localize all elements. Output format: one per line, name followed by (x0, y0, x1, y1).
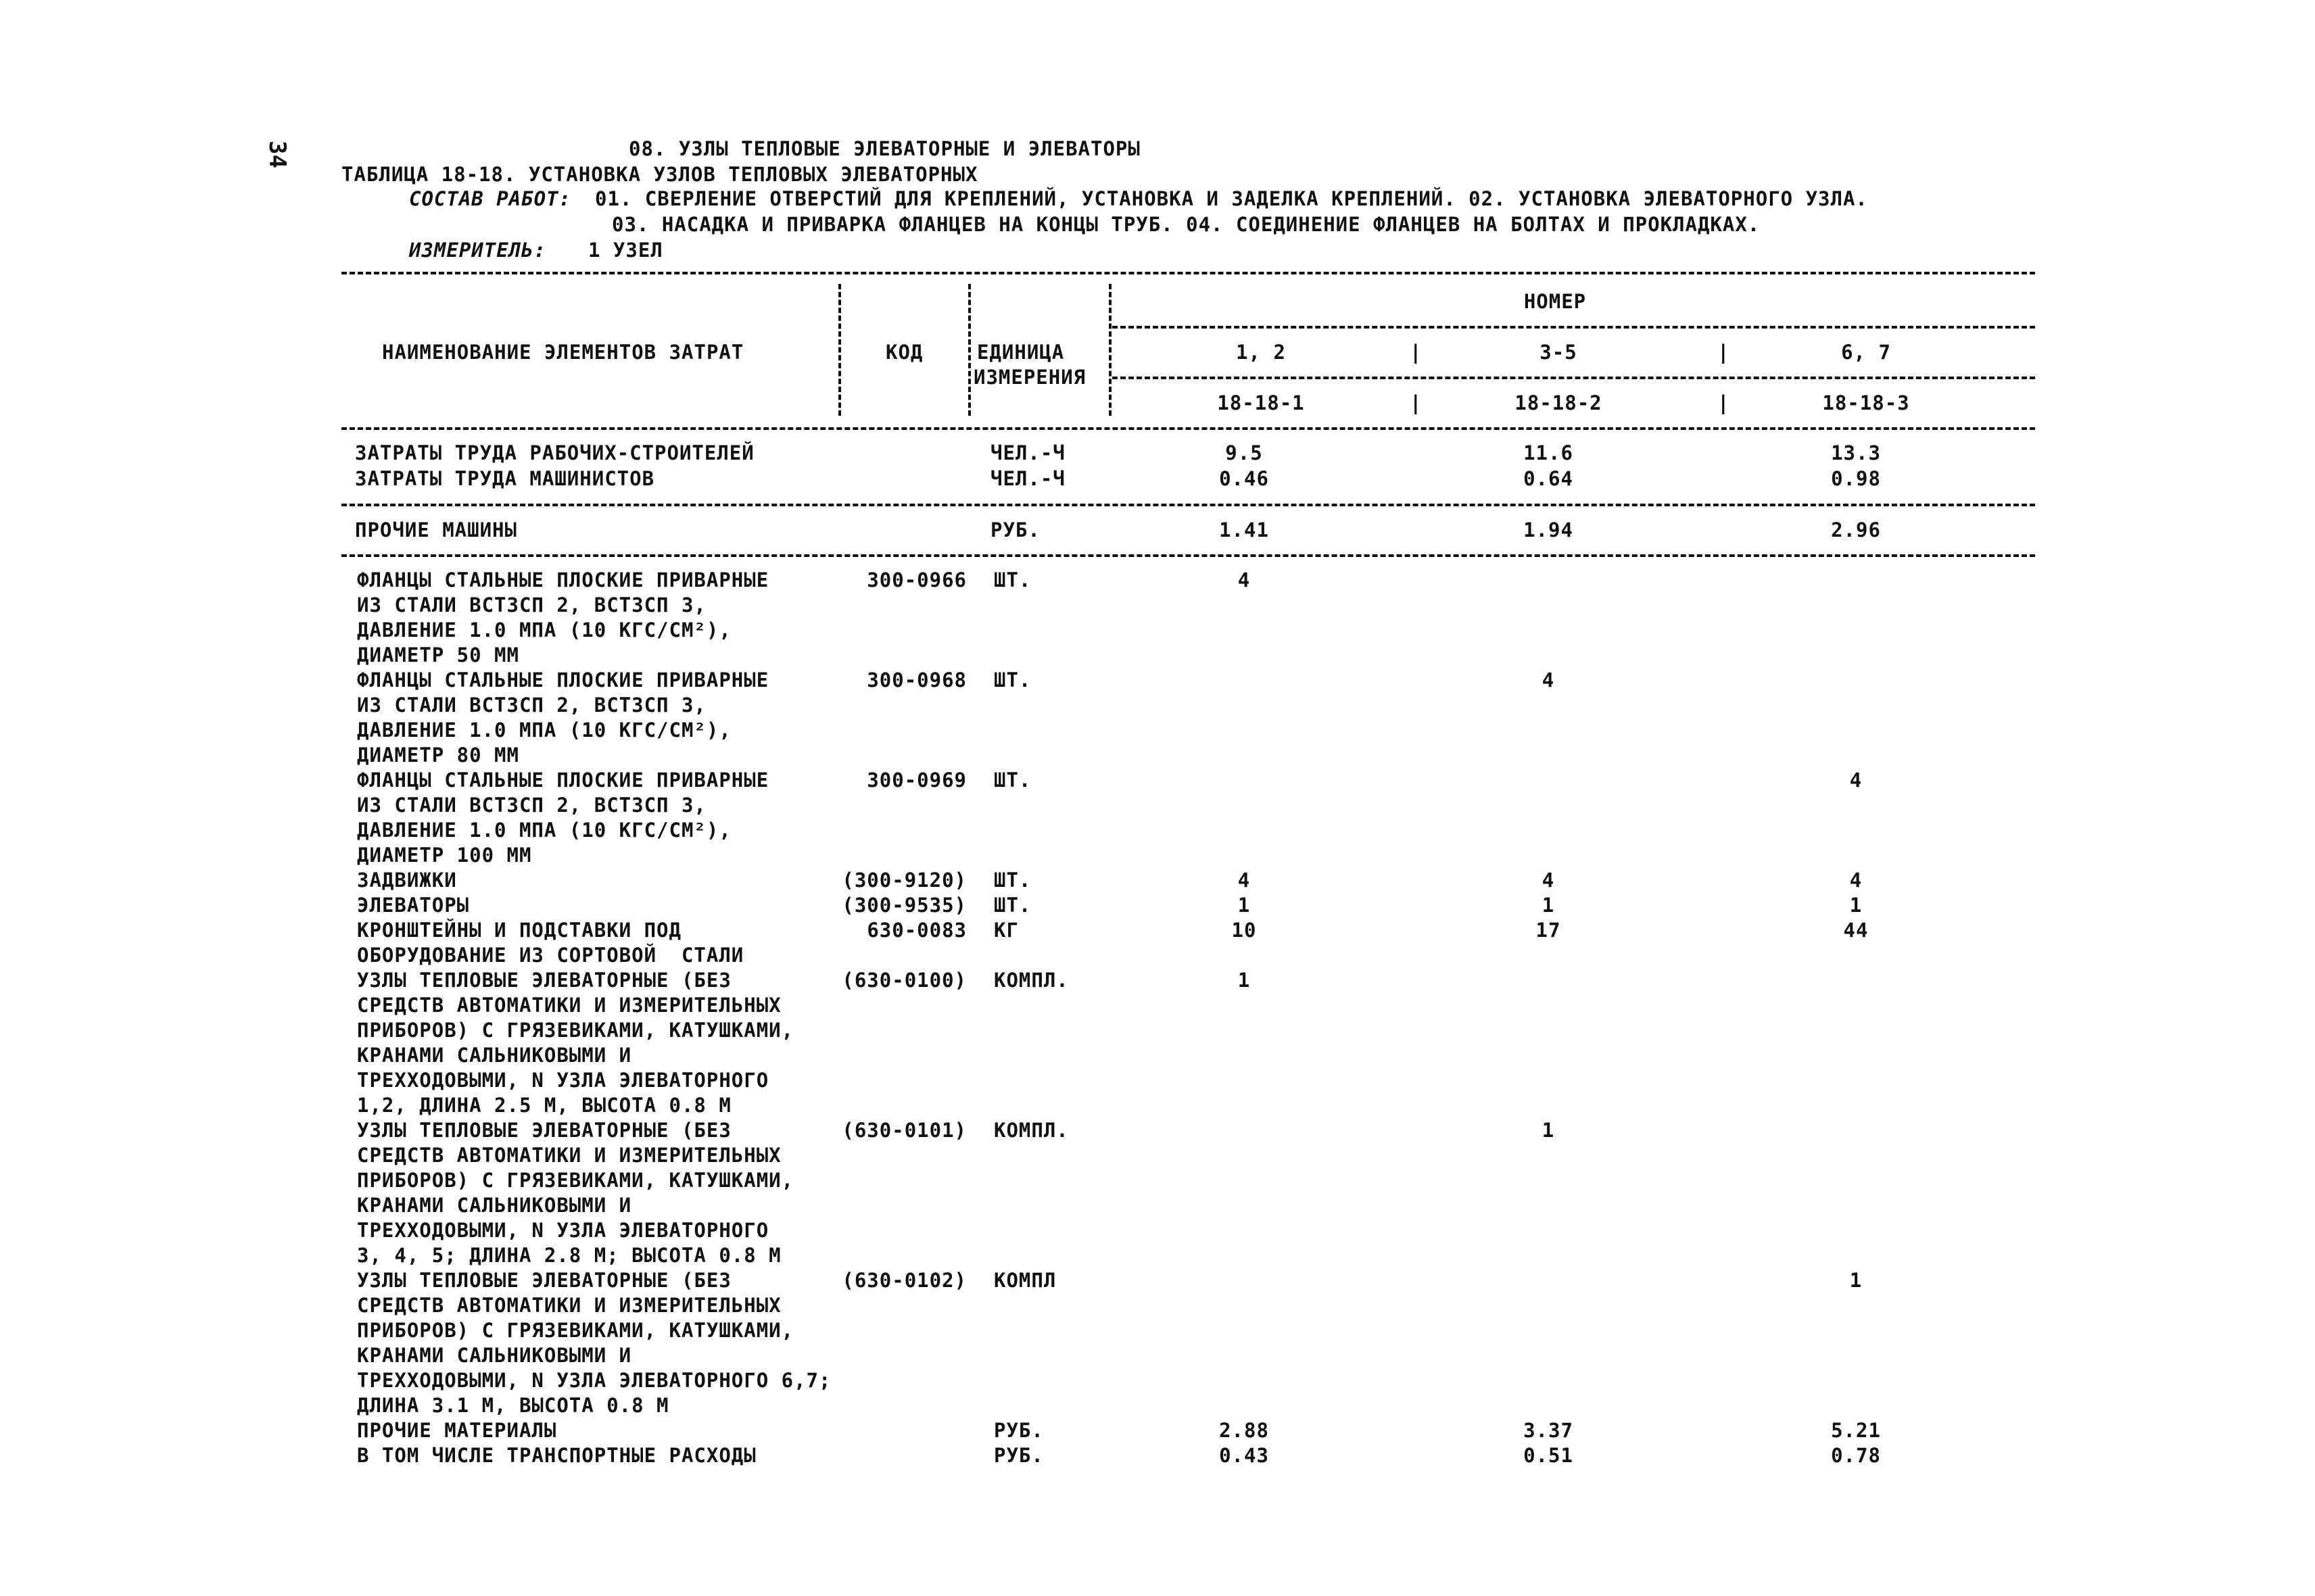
material-name-line: В ТОМ ЧИСЛЕ ТРАНСПОРТНЫЕ РАСХОДЫ (357, 1444, 757, 1467)
material-name-line: СРЕДСТВ АВТОМАТИКИ И ИЗМЕРИТЕЛЬНЫХ (357, 1144, 782, 1167)
rule-groups (1112, 377, 2035, 379)
material-value: 2.88 (1219, 1419, 1269, 1442)
labor-value: 0.46 (1219, 467, 1269, 490)
material-code: (300-9120) (842, 869, 967, 892)
material-code: (300-9535) (842, 894, 967, 917)
material-value: 44 (1843, 919, 1869, 942)
material-name-line: ЗАДВИЖКИ (357, 869, 457, 892)
material-value: 4 (1542, 669, 1555, 692)
material-unit: КОМПЛ. (994, 1119, 1069, 1142)
material-value: 1 (1542, 1119, 1555, 1142)
material-value: 4 (1542, 869, 1555, 892)
material-name-line: ТРЕХХОДОВЫМИ, N УЗЛА ЭЛЕВАТОРНОГО (357, 1069, 769, 1092)
header-sep: | (1717, 391, 1730, 414)
labor-value: 0.64 (1523, 467, 1573, 490)
material-code: 300-0968 (867, 669, 967, 692)
material-name-line: ОБОРУДОВАНИЕ ИЗ СОРТОВОЙ СТАЛИ (357, 944, 744, 967)
material-value: 0.78 (1831, 1444, 1881, 1467)
labor-value: 11.6 (1523, 441, 1573, 464)
measure-label: ИЗМЕРИТЕЛЬ: (409, 239, 547, 262)
material-value: 4 (1849, 869, 1863, 892)
material-value: 1 (1237, 894, 1251, 917)
material-name-line: ПРОЧИЕ МАТЕРИАЛЫ (357, 1419, 557, 1442)
header-group-1: 1, 2 (1236, 341, 1286, 364)
material-name-line: ДАВЛЕНИЕ 1.0 МПА (10 КГС/СМ²), (357, 619, 732, 642)
machines-value: 1.94 (1523, 518, 1573, 541)
material-name-line: ДЛИНА 3.1 М, ВЫСОТА 0.8 М (357, 1394, 669, 1417)
header-sep: | (1410, 341, 1423, 364)
work-line-2: 03. НАСАДКА И ПРИВАРКА ФЛАНЦЕВ НА КОНЦЫ ТРУБ. 04. СОЕДИНЕНИЕ ФЛАНЦЕВ НА БОЛТАХ И ПРОКЛАДКАХ. (612, 213, 1761, 236)
material-name-line: 3, 4, 5; ДЛИНА 2.8 М; ВЫСОТА 0.8 М (357, 1244, 782, 1267)
header-name: НАИМЕНОВАНИЕ ЭЛЕМЕНТОВ ЗАТРАТ (382, 341, 744, 364)
header-code-1: 18-18-1 (1217, 391, 1305, 414)
material-name-line: ДИАМЕТР 50 ММ (357, 644, 519, 667)
material-code: (630-0100) (842, 969, 967, 992)
rule-labor (341, 504, 2035, 506)
table-title: ТАБЛИЦА 18-18. УСТАНОВКА УЗЛОВ ТЕПЛОВЫХ ЭЛЕВАТОРНЫХ (341, 163, 978, 186)
header-code-2: 18-18-2 (1514, 391, 1602, 414)
header-sep: | (1717, 341, 1730, 364)
material-unit: ШТ. (994, 769, 1032, 792)
material-name-line: ИЗ СТАЛИ ВСТ3СП 2, ВСТ3СП 3, (357, 794, 707, 817)
material-code: (630-0102) (842, 1269, 967, 1292)
material-value: 1 (1542, 894, 1555, 917)
header-unit-1: ЕДИНИЦА (977, 341, 1065, 364)
section-title: 08. УЗЛЫ ТЕПЛОВЫЕ ЭЛЕВАТОРНЫЕ И ЭЛЕВАТОРЫ (629, 137, 1141, 160)
material-unit: ШТ. (994, 569, 1032, 591)
header-code-3: 18-18-3 (1822, 391, 1910, 414)
material-name-line: ДИАМЕТР 100 ММ (357, 844, 532, 867)
material-value: 17 (1535, 919, 1561, 942)
machines-value: 1.41 (1219, 518, 1269, 541)
material-name-line: ТРЕХХОДОВЫМИ, N УЗЛА ЭЛЕВАТОРНОГО (357, 1219, 769, 1242)
rule-header-bottom (341, 427, 2035, 430)
material-unit: КГ (994, 919, 1019, 942)
material-name-line: ЭЛЕВАТОРЫ (357, 894, 470, 917)
material-value: 10 (1231, 919, 1257, 942)
material-code: 300-0966 (867, 569, 967, 591)
header-divider (838, 284, 841, 416)
material-name-line: ИЗ СТАЛИ ВСТ3СП 2, ВСТ3СП 3, (357, 594, 707, 616)
material-unit: КОМПЛ. (994, 969, 1069, 992)
material-name-line: КРАНАМИ САЛЬНИКОВЫМИ И (357, 1044, 632, 1067)
rule-top (341, 272, 2035, 274)
material-value: 0.51 (1523, 1444, 1573, 1467)
material-name-line: ТРЕХХОДОВЫМИ, N УЗЛА ЭЛЕВАТОРНОГО 6,7; (357, 1369, 832, 1392)
material-name-line: СРЕДСТВ АВТОМАТИКИ И ИЗМЕРИТЕЛЬНЫХ (357, 994, 782, 1017)
material-value: 1 (1849, 894, 1863, 917)
material-code: 630-0083 (867, 919, 967, 942)
material-unit: ШТ. (994, 869, 1032, 892)
measure-value: 1 УЗЕЛ (588, 239, 663, 262)
material-name-line: ИЗ СТАЛИ ВСТ3СП 2, ВСТ3СП 3, (357, 694, 707, 717)
header-number: НОМЕР (1523, 290, 1587, 313)
material-code: (630-0101) (842, 1119, 967, 1142)
material-name-line: УЗЛЫ ТЕПЛОВЫЕ ЭЛЕВАТОРНЫЕ (БЕЗ (357, 969, 732, 992)
material-unit: ШТ. (994, 669, 1032, 692)
material-name-line: СРЕДСТВ АВТОМАТИКИ И ИЗМЕРИТЕЛЬНЫХ (357, 1294, 782, 1317)
labor-name: ЗАТРАТЫ ТРУДА РАБОЧИХ-СТРОИТЕЛЕЙ (355, 441, 755, 464)
material-name-line: КРАНАМИ САЛЬНИКОВЫМИ И (357, 1344, 632, 1367)
page-number: 34 (264, 141, 291, 168)
material-unit: РУБ. (994, 1419, 1044, 1442)
header-unit-2: ИЗМЕРЕНИЯ (974, 366, 1087, 389)
material-name-line: ПРИБОРОВ) С ГРЯЗЕВИКАМИ, КАТУШКАМИ, (357, 1169, 794, 1192)
material-name-line: УЗЛЫ ТЕПЛОВЫЕ ЭЛЕВАТОРНЫЕ (БЕЗ (357, 1269, 732, 1292)
machines-name: ПРОЧИЕ МАШИНЫ (355, 518, 517, 541)
material-name-line: ФЛАНЦЫ СТАЛЬНЫЕ ПЛОСКИЕ ПРИВАРНЫЕ (357, 769, 769, 792)
material-value: 4 (1237, 569, 1251, 591)
header-group-2: 3-5 (1540, 341, 1577, 364)
header-code: КОД (886, 341, 924, 364)
material-name-line: КРОНШТЕЙНЫ И ПОДСТАВКИ ПОД (357, 919, 682, 942)
material-name-line: ПРИБОРОВ) С ГРЯЗЕВИКАМИ, КАТУШКАМИ, (357, 1319, 794, 1342)
material-name-line: 1,2, ДЛИНА 2.5 М, ВЫСОТА 0.8 М (357, 1094, 732, 1117)
work-line-1: 01. СВЕРЛЕНИЕ ОТВЕРСТИЙ ДЛЯ КРЕПЛЕНИЙ, УСТАНОВКА И ЗАДЕЛКА КРЕПЛЕНИЙ. 02. УСТАНОВКА ЭЛЕВАТОРНОГО УЗЛА. (595, 187, 1868, 210)
work-label: СОСТАВ РАБОТ: (409, 187, 571, 210)
header-group-3: 6, 7 (1841, 341, 1891, 364)
material-value: 4 (1237, 869, 1251, 892)
header-divider (968, 284, 971, 416)
material-value: 1 (1237, 969, 1251, 992)
material-name-line: ФЛАНЦЫ СТАЛЬНЫЕ ПЛОСКИЕ ПРИВАРНЫЕ (357, 669, 769, 692)
machines-unit: РУБ. (991, 518, 1041, 541)
material-code: 300-0969 (867, 769, 967, 792)
labor-name: ЗАТРАТЫ ТРУДА МАШИНИСТОВ (355, 467, 655, 490)
material-value: 5.21 (1831, 1419, 1881, 1442)
material-value: 0.43 (1219, 1444, 1269, 1467)
material-unit: КОМПЛ (994, 1269, 1057, 1292)
material-value: 1 (1849, 1269, 1863, 1292)
labor-unit: ЧЕЛ.-Ч (991, 467, 1066, 490)
material-value: 4 (1849, 769, 1863, 792)
labor-value: 9.5 (1225, 441, 1263, 464)
header-divider (1109, 284, 1112, 416)
rule-machines (341, 554, 2035, 557)
machines-value: 2.96 (1831, 518, 1881, 541)
material-unit: РУБ. (994, 1444, 1044, 1467)
labor-value: 13.3 (1831, 441, 1881, 464)
labor-unit: ЧЕЛ.-Ч (991, 441, 1066, 464)
labor-value: 0.98 (1831, 467, 1881, 490)
material-name-line: КРАНАМИ САЛЬНИКОВЫМИ И (357, 1194, 632, 1217)
material-unit: ШТ. (994, 894, 1032, 917)
header-sep: | (1410, 391, 1423, 414)
material-name-line: ПРИБОРОВ) С ГРЯЗЕВИКАМИ, КАТУШКАМИ, (357, 1019, 794, 1042)
material-name-line: УЗЛЫ ТЕПЛОВЫЕ ЭЛЕВАТОРНЫЕ (БЕЗ (357, 1119, 732, 1142)
material-name-line: ДАВЛЕНИЕ 1.0 МПА (10 КГС/СМ²), (357, 819, 732, 842)
rule-number (1112, 326, 2035, 329)
material-name-line: ДАВЛЕНИЕ 1.0 МПА (10 КГС/СМ²), (357, 719, 732, 742)
material-name-line: ФЛАНЦЫ СТАЛЬНЫЕ ПЛОСКИЕ ПРИВАРНЫЕ (357, 569, 769, 591)
material-name-line: ДИАМЕТР 80 ММ (357, 744, 519, 767)
material-value: 3.37 (1523, 1419, 1573, 1442)
